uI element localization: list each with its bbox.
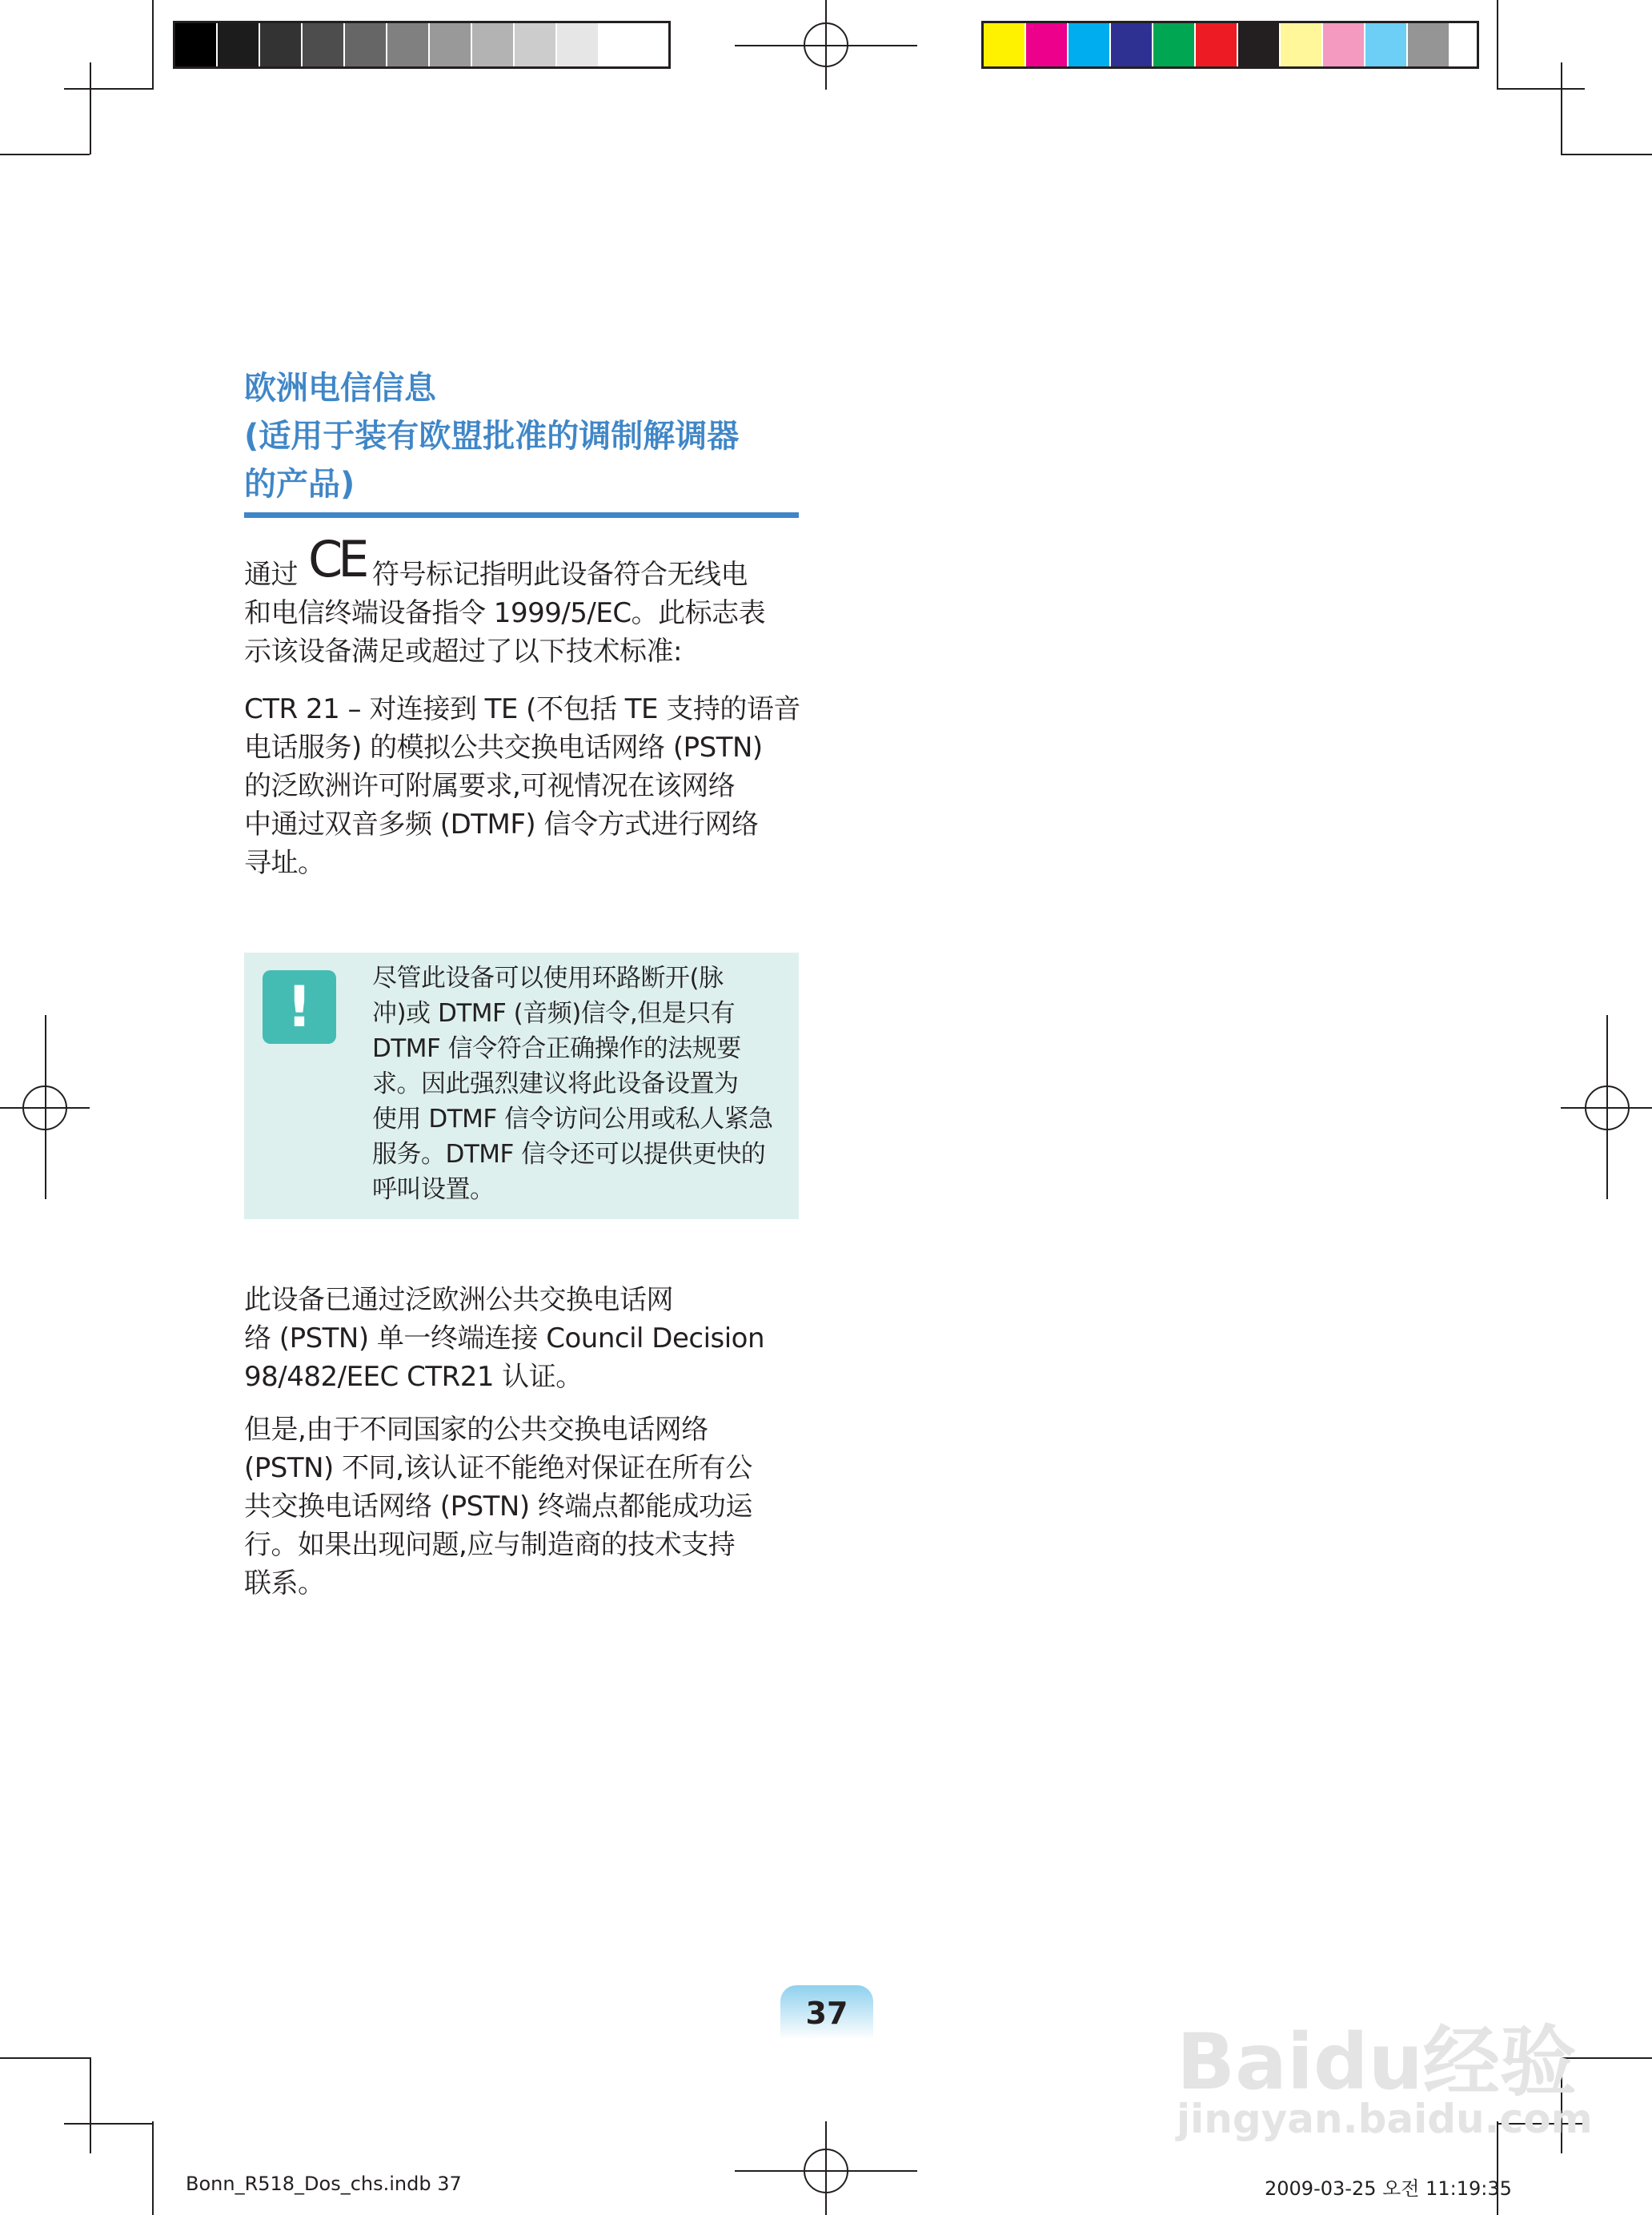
- ctr-line: 的泛欧洲许可附属要求,可视情况在该网络: [244, 770, 736, 802]
- crop-mark: [152, 0, 154, 90]
- intro-line: 示该设备满足或超过了以下技术标准:: [244, 636, 682, 668]
- color-swatch: [430, 23, 472, 66]
- crop-mark: [90, 62, 91, 154]
- section-heading: [244, 364, 804, 508]
- heading-line: 的产品): [244, 466, 355, 503]
- caveat-paragraph: [244, 1410, 804, 1603]
- color-swatch: [1365, 23, 1408, 66]
- cert-line: 此设备已通过泛欧洲公共交换电话网: [244, 1284, 673, 1316]
- heading-divider: [244, 512, 799, 518]
- intro-line: 和电信终端设备指令 1999/5/EC。此标志表: [244, 597, 766, 629]
- color-swatch: [387, 23, 430, 66]
- crop-mark: [0, 2057, 90, 2059]
- crop-mark: [1497, 88, 1585, 90]
- color-swatch: [218, 23, 260, 66]
- color-swatch: [599, 23, 642, 66]
- watermark-brand: Baidu经验: [1177, 2017, 1577, 2107]
- color-swatch: [1323, 23, 1365, 66]
- crop-mark: [64, 88, 154, 90]
- color-swatch: [1196, 23, 1238, 66]
- caveat-line: (PSTN) 不同,该认证不能绝对保证在所有公: [244, 1452, 752, 1484]
- color-swatch: [175, 23, 218, 66]
- color-swatch: [345, 23, 387, 66]
- registration-mark-left: [45, 1015, 46, 1199]
- ce-mark-icon: CE: [308, 530, 365, 588]
- intro-prefix: 通过: [244, 559, 298, 591]
- crop-mark: [64, 2123, 154, 2125]
- certification-paragraph: [244, 1281, 804, 1396]
- note-line: 冲)或 DTMF (音频)信令,但是只有: [372, 999, 736, 1028]
- color-swatch: [515, 23, 557, 66]
- process-color-bar: [981, 21, 1479, 69]
- intro-line1-rest: 符号标记指明此设备符合无线电: [372, 559, 748, 591]
- color-swatch: [1111, 23, 1153, 66]
- ctr-line: 电话服务) 的模拟公共交换电话网络 (PSTN): [244, 732, 763, 764]
- note-line: DTMF 信令符合正确操作的法规要: [372, 1034, 741, 1063]
- note-line: 服务。DTMF 信令还可以提供更快的: [372, 1140, 766, 1169]
- crop-mark: [1497, 0, 1498, 90]
- color-swatch: [1281, 23, 1323, 66]
- color-swatch: [1153, 23, 1196, 66]
- color-swatch: [984, 23, 1026, 66]
- crop-mark: [152, 2121, 154, 2215]
- ctr-line: CTR 21 – 对连接到 TE (不包括 TE 支持的语音: [244, 693, 800, 725]
- registration-mark-bottom: [825, 2121, 827, 2215]
- note-line: 尽管此设备可以使用环路断开(脉: [372, 964, 724, 993]
- note-line: 求。因此强烈建议将此设备设置为: [372, 1069, 739, 1098]
- ctr-paragraph: [244, 690, 804, 882]
- color-swatch: [1238, 23, 1281, 66]
- color-swatch: [557, 23, 599, 66]
- cert-line: 络 (PSTN) 单一终端连接 Council Decision: [244, 1322, 765, 1354]
- footer-timestamp: 2009-03-25 오전 11:19:35: [1265, 2177, 1512, 2200]
- ctr-line: 寻址。: [244, 847, 325, 879]
- watermark-url: jingyan.baidu.com: [1177, 2096, 1593, 2142]
- cert-line: 98/482/EEC CTR21 认证。: [244, 1361, 583, 1393]
- crop-mark: [0, 154, 90, 155]
- ctr-line: 中通过双音多频 (DTMF) 信令方式进行网络: [244, 809, 759, 841]
- caveat-line: 但是,由于不同国家的公共交换电话网络: [244, 1414, 708, 1446]
- color-swatch: [1026, 23, 1069, 66]
- grayscale-color-bar: [173, 21, 671, 69]
- registration-mark-right: [1606, 1015, 1608, 1199]
- heading-line: (适用于装有欧盟批准的调制解调器: [244, 418, 740, 455]
- note-text: [372, 961, 796, 1207]
- crop-mark: [1561, 62, 1562, 154]
- note-line: 使用 DTMF 信令访问公用或私人紧急: [372, 1105, 773, 1134]
- color-swatch: [303, 23, 345, 66]
- registration-mark-top: [825, 0, 827, 90]
- color-swatch: [1069, 23, 1111, 66]
- page-number: 37: [780, 1985, 873, 2040]
- heading-line: 欧洲电信信息: [244, 370, 436, 407]
- color-swatch: [260, 23, 303, 66]
- crop-mark: [90, 2057, 91, 2153]
- color-swatch: [1408, 23, 1450, 66]
- exclamation-icon: !: [263, 970, 336, 1044]
- caveat-line: 行。如果出现问题,应与制造商的技术支持: [244, 1529, 736, 1561]
- color-swatch: [472, 23, 515, 66]
- caveat-line: 共交换电话网络 (PSTN) 终端点都能成功运: [244, 1491, 752, 1523]
- crop-mark: [1561, 154, 1652, 155]
- caveat-line: 联系。: [244, 1567, 325, 1599]
- note-line: 呼叫设置。: [372, 1175, 495, 1204]
- footer-file-slug: Bonn_R518_Dos_chs.indb 37: [186, 2173, 462, 2195]
